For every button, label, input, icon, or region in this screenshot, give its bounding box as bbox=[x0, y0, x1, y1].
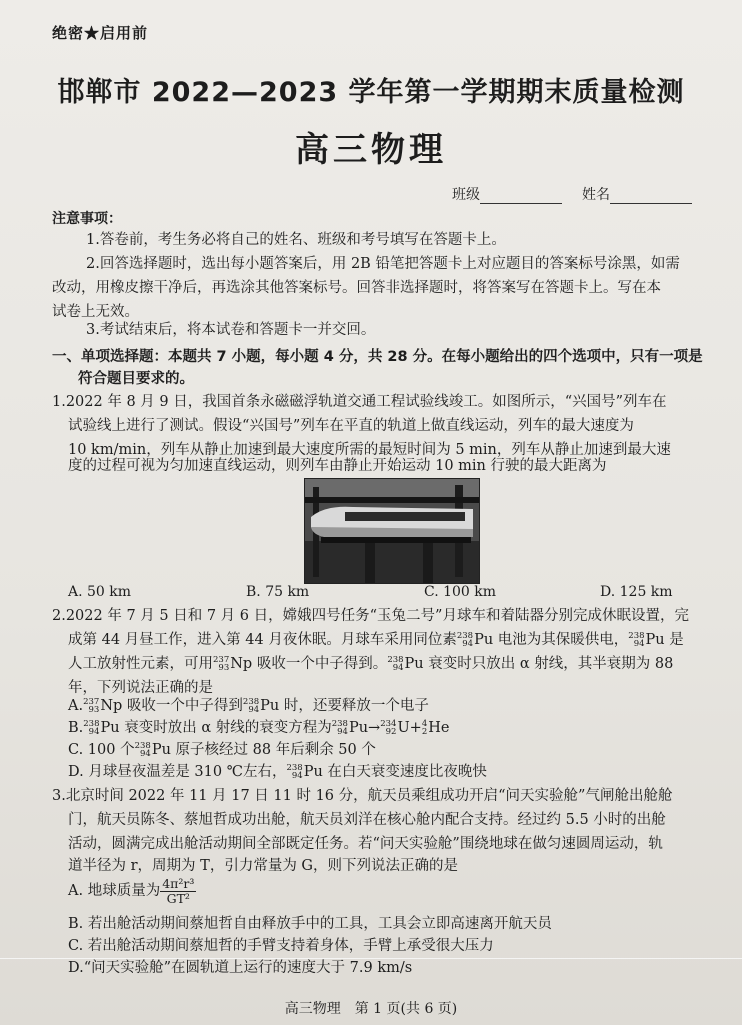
q3-line4: 道半径为 r，周期为 T，引力常量为 G，则下列说法正确的是 bbox=[68, 858, 459, 874]
class-field bbox=[452, 184, 562, 204]
name-field bbox=[582, 184, 692, 204]
q1-option-b: B. 75 km bbox=[246, 584, 310, 600]
q2-line2: 成第 44 月昼工作，进入第 44 月夜休眠。月球车采用同位素 238 94 Pu 电池为其保暖供电， 238 94 Pu 是 bbox=[68, 631, 684, 649]
confidential-label: 绝密★启用前 bbox=[52, 24, 149, 42]
q3-option-d: D.“问天实验舱”在圆轨道上运行的速度大于 7.9 km/s bbox=[68, 960, 413, 976]
note-3: 3.考试结束后，将本试卷和答题卡一并交回。 bbox=[86, 322, 376, 338]
q1-line1: 1.2022 年 8 月 9 日，我国首条永磁磁浮轨道交通工程试验线竣工。如图所示，“兴国号”列车在 bbox=[52, 394, 667, 410]
q3-option-c: C. 若出舱活动期间蔡旭哲的手臂支持着身体，手臂上承受很大压力 bbox=[68, 938, 494, 954]
q1-option-d: D. 125 km bbox=[600, 584, 673, 600]
class-label: 班级 bbox=[452, 187, 480, 203]
name-blank bbox=[610, 189, 692, 204]
q2-option-a: A. 237 93 Np 吸收一个中子得到 238 94 Pu 时，还要释放一个电子 bbox=[68, 697, 429, 715]
q3-option-a: A. 地球质量为 $\frac{\text{4π²r³}}{\text{GT²}}$ bbox=[68, 875, 195, 906]
q3-option-b: B. 若出舱活动期间蔡旭哲自由释放手中的工具，工具会立即高速离开航天员 bbox=[68, 916, 552, 932]
q2-option-c: C. 100 个 238 94 Pu 原子核经过 88 年后剩余 50 个 bbox=[68, 741, 376, 759]
isotope-pu: 238 94 bbox=[456, 631, 474, 649]
q1-option-a: A. 50 km bbox=[68, 584, 132, 600]
section-heading-line2: 符合题目要求的。 bbox=[78, 371, 194, 387]
note-2-cont: 改动，用橡皮擦干净后，再选涂其他答案标号。回答非选择题时，将答案写在答题卡上。写在本 bbox=[52, 280, 661, 296]
earth-mass-fraction: $\frac{\text{4π²r³}}{\text{GT²}}$ bbox=[162, 875, 195, 906]
subject-title: 高三物理 bbox=[295, 130, 447, 170]
isotope-np: 237 93 bbox=[213, 655, 230, 673]
class-blank bbox=[480, 189, 562, 204]
name-label: 姓名 bbox=[582, 187, 610, 203]
note-2: 2.回答选择题时，选出每小题答案后，用 2B 铅笔把答题卡上对应题目的答案标号涂黑，如需 bbox=[86, 256, 680, 272]
note-1: 1.答卷前，考生务必将自己的姓名、班级和考号填写在答题卡上。 bbox=[86, 232, 506, 248]
q2-option-d: D. 月球昼夜温差是 310 ℃左右， 238 94 Pu 在白天衰变速度比夜晚快 bbox=[68, 763, 487, 781]
q1-line2: 试验线上进行了测试。假设“兴国号”列车在平直的轨道上做直线运动，列车的最大速度为 bbox=[68, 418, 634, 434]
notes-heading: 注意事项： bbox=[52, 211, 122, 227]
page-footer: 高三物理 第 1 页(共 6 页) bbox=[284, 1001, 458, 1017]
q3-line1: 3.北京时间 2022 年 11 月 17 日 11 时 16 分，航天员乘组成功开启“问天实验舱”气闸舱出舱舱 bbox=[52, 788, 673, 804]
isotope-pu: 238 94 bbox=[628, 631, 645, 649]
isotope-pu: 238 94 bbox=[387, 655, 404, 673]
note-2-end: 试卷上无效。 bbox=[52, 304, 139, 320]
q2-line4: 年，下列说法正确的是 bbox=[68, 680, 213, 696]
q1-option-c: C. 100 km bbox=[424, 584, 497, 600]
exam-title: 邯郸市 2022—2023 学年第一学期期末质量检测 bbox=[57, 77, 685, 108]
section-heading bbox=[52, 346, 722, 390]
maglev-train-photo bbox=[304, 478, 480, 584]
q2-line3: 人工放射性元素，可用 237 93 Np 吸收一个中子得到。 238 94 Pu 衰变时只放出 α 射线，其半衰期为 88 bbox=[68, 655, 674, 673]
q3-line2: 门，航天员陈冬、蔡旭哲成功出舱，航天员刘洋在核心舱内配合支持。经过约 5.5 小时的出舱 bbox=[68, 812, 666, 828]
q3-line3: 活动，圆满完成出舱活动期间全部既定任务。若“问天实验舱”围绕地球在做匀速圆周运动，轨 bbox=[68, 836, 663, 852]
q2-option-b: B. 238 94 Pu 衰变时放出 α 射线的衰变方程为 238 94 Pu→ 234 92 U+ 4 2 He bbox=[68, 719, 450, 737]
q1-line3: 10 km/min，列车从静止加速到最大速度所需的最短时间为 5 min，列车从静止加速到最大速 bbox=[68, 442, 671, 458]
section-heading-line1: 一、单项选择题：本题共 7 小题，每小题 4 分，共 28 分。在每小题给出的四个选项中，只有一项是 bbox=[52, 349, 703, 365]
q2-line1: 2.2022 年 7 月 5 日和 7 月 6 日，嫦娥四号任务“玉兔二号”月球车和着陆器分别完成休眠设置，完 bbox=[52, 608, 689, 624]
q1-line4: 度的过程可视为匀加速直线运动，则列车由静止开始运动 10 min 行驶的最大距离为 bbox=[68, 458, 607, 474]
